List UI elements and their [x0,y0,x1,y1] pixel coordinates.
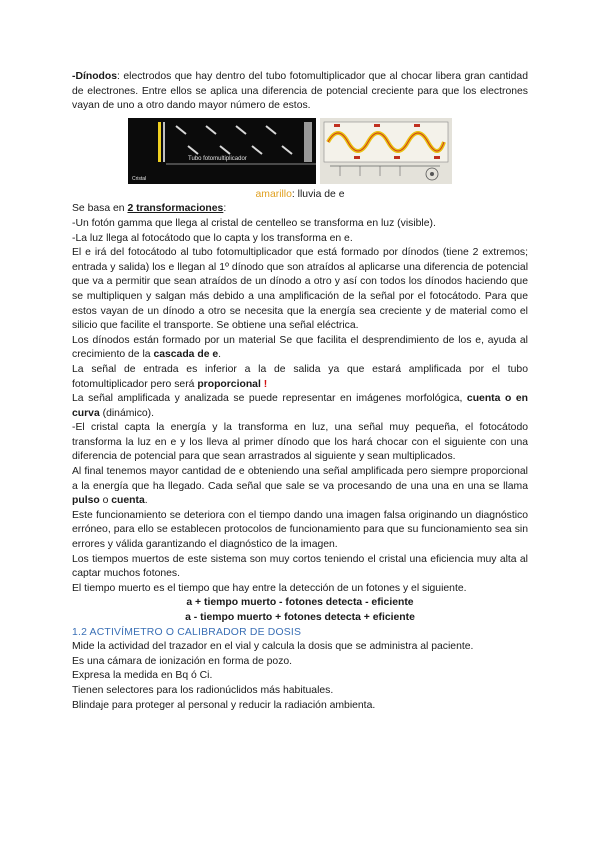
line-4-bold: cascada de e [153,349,219,361]
line-1: -Un fotón gamma que llega al cristal de centelleo se transforma en luz (visible). [72,217,436,229]
transformaciones-suffix: : [223,203,227,215]
document-page [72,70,528,713]
line-6 [72,392,528,421]
line-8-bold-pulso: pulso [72,495,100,507]
line-3: El e irá del fotocátodo al tubo fotomultiplicador que está formado por dínodos (tiene 2 extremos; entrada y salida) los e llegan al 1º dínodo que son atraídos al aplicarse una diferencia de potencial que va a permitir que sean atraídos de un dínodo a otro y así con todos los dínodos haciendo que se multipliquen y salgan más debido a una amplificación de la señal por el fotocátodo. Para que estos vayan de un dínodo a otro se necesita que la energía sea creciente y de material como el silicio que facilite el transporte. Se obtiene una señal eléctrica. [72,247,528,332]
dinodos-paragraph [72,70,528,114]
section-line-5: Blindaje para proteger al personal y reducir la radiación ambienta. [72,699,376,711]
line-6-pre: La señal amplificada y analizada se puede representar en imágenes morfológica, [72,393,467,405]
line-8-mid: o [99,495,112,507]
line-6-post: (dinámico). [99,407,155,419]
line-8-pre: Al final tenemos mayor cantidad de e obteniendo una señal amplificada pero siempre proporcional a la energía que ha llegado. Cada señal que sale se va procesando de una una en una se llama [72,466,528,492]
line-4 [72,334,528,363]
section-line-3: Expresa la medida en Bq ó Ci. [72,670,213,682]
conclusion-2: a - tiempo muerto + fotones detecta + eficiente [185,612,415,623]
photomultiplier-diagram [128,118,316,184]
transformaciones-prefix: Se basa en [72,203,128,215]
line-5-bold: proporcional [197,378,261,390]
section-line-4: Tienen selectores para los radionúclidos más habituales. [72,684,334,696]
line-5-pre: La señal de entrada es inferior a la de salida ya que estará amplificada por el tubo fotomultiplicador pero será [72,363,528,390]
line-8-post: . [144,495,148,507]
line-4-pre: Los dínodos están formado por un material Se que facilita el desprendimiento de los e, ayuda al crecimiento de la [72,334,528,361]
dinodos-text: : electrodos que hay dentro del tubo fotomultiplicador que al chocar libera gran cantidad de electrones. Entre ellos se aplica una diferencia de potencial creciente para que los electrones vayan de uno a otro dando mayor número de estos. [72,71,528,112]
dinodos-term: -Dínodos [72,71,118,82]
section-line-1: Mide la actividad del trazador en el vial y calcula la dosis que se administra al paciente. [72,641,474,653]
line-6-bold: cuenta o en curva [72,393,528,419]
figure-caption [72,188,528,203]
electron-cascade-diagram [320,118,452,184]
electron-cascade-illustration [320,118,452,184]
section-heading: 1.2 ACTIVÍMETRO O CALIBRADOR DE DOSIS [72,626,302,638]
line-2: -La luz llega al fotocátodo que lo capta y los transforma en e. [72,232,353,244]
tube-label: Tubo fotomultiplicador [188,155,247,162]
caption-rest: : lluvia de e [291,188,345,200]
transformaciones-bold: 2 transformaciones [127,203,224,215]
line-8-bold-cuenta: cuenta [111,495,145,507]
caption-highlight: amarillo [255,188,292,200]
conclusion-1: a + tiempo muerto - fotones detecta - eficiente [186,597,414,609]
line-11: El tiempo muerto es el tiempo que hay entre la detección de un fotones y el siguiente. [72,582,467,594]
transformaciones-intro [72,202,528,217]
line-7: -El cristal capta la energía y la transforma en luz, una señal muy pequeña, el fotocátodo transforma la luz en e y los lleva al primer dínodo que los hará chocar con el siguiente con una diferencia de potencial para que sean arrastrados al siguiente y sean multiplicados. [72,422,528,463]
line-5 [72,363,528,392]
figure-row [72,118,528,186]
line-9: Este funcionamiento se deteriora con el tiempo dando una imagen falsa originando un diagnóstico erróneo, para ello se establecen protocolos de funcionamiento para que su funcionamiento sea sin errores y válida garantizando el diagnóstico de la imagen. [72,509,528,551]
section-line-2: Es una cámara de ionización en forma de pozo. [72,655,293,667]
line-4-post: . [218,349,222,361]
crystal-label: Cristal [132,175,147,182]
line-8 [72,465,528,509]
photomultiplier-illustration [128,118,316,184]
line-5-exclamation: ! [260,378,268,390]
line-10: Los tiempos muertos de este sistema son muy cortos teniendo el cristal una eficiencia muy alta al captar muchos fotones. [72,553,528,580]
